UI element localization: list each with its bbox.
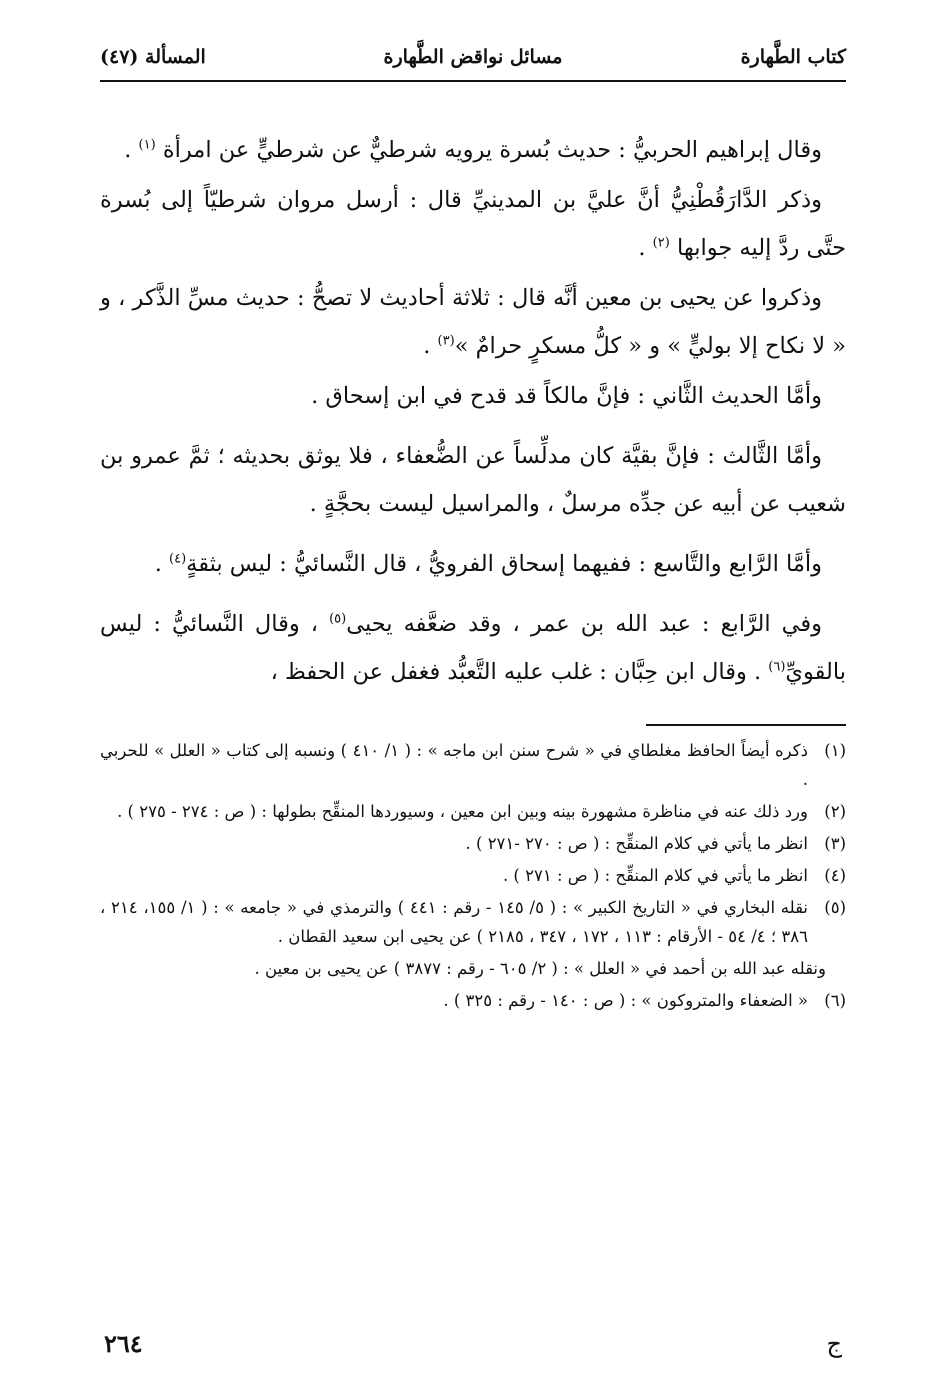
signature-mark: ج [826,1330,842,1358]
footnote-number: (٤) [824,866,846,885]
paragraph: وأمَّا الحديث الثَّاني : فإنَّ مالكاً قد قدح في ابن إسحاق . [311,383,822,409]
footnote-number: (٥) [824,898,846,917]
chapter-title: مسائل نواقض الطَّهارة [383,46,563,68]
paragraph: وأمَّا الرَّابع والتَّاسع : ففيهما إسحاق الفرويُّ ، قال النَّسائيُّ : ليس بثقةٍ$^{(٤)}$ . [154,551,822,577]
footnote-ref: (١) [138,137,156,153]
footnote-ref: (٢) [652,235,670,251]
footnote-ref: (٦) [768,659,786,675]
footnote: (٦) « الضعفاء والمتروكون » : ( ص : ١٤٠ - رقم : ٣٢٥ ) . [100,986,846,1015]
issue-number: المسألة (٤٧) [100,46,206,68]
footnotes [100,736,846,1015]
book-title: كتاب الطَّهارة [740,46,846,68]
footnote-number: (٢) [824,802,846,821]
paragraph: وذكر الدَّارَقُطْنِيُّ أنَّ عليَّ بن المدينيِّ قال : أرسل مروان شرطيّاً إلى بُسرة حتَّى ردَّ إليه جوابها $^{(٢)}$ . [100,187,846,261]
footnote-number: (١) [824,741,846,760]
footnote: (٤) انظر ما يأتي في كلام المنقِّح : ( ص : ٢٧١ ) . [100,861,846,890]
footnote: (٣) انظر ما يأتي في كلام المنقِّح : ( ص : ٢٧٠ -٢٧١ ) . [100,829,846,858]
header-rule [100,80,846,82]
footnote-ref: (٥) [329,611,347,627]
footnote-ref: (٤) [169,551,187,567]
paragraph: وأمَّا الثَّالث : فإنَّ بقيَّة كان مدلِّساً عن الضُّعفاء ، فلا يوثق بحديثه ؛ ثمَّ عمرو بن شعيب عن أبيه عن جدِّه مرسلٌ ، والمراسيل ليست بحجَّةٍ . [100,443,846,517]
footnote-number: (٣) [824,834,846,853]
footnote-number: (٦) [824,991,846,1010]
paragraph: وقال إبراهيم الحربيُّ : حديث بُسرة يرويه شرطيٌّ عن شرطيٍّ عن امرأة $^{(١)}$ . [124,137,822,163]
footnote: (١) ذكره أيضاً الحافظ مغلطاي في « شرح سنن ابن ماجه » : ( ١/ ٤١٠ ) ونسبه إلى كتاب « العلل » للحربي . [100,736,846,794]
running-header [100,38,846,78]
page-footer [100,1318,846,1358]
paragraph: وفي الرَّابع : عبد الله بن عمر ، وقد ضعَّفه يحيى$^{(٥)}$ ، وقال النَّسائيُّ : ليس بالقويِّ$^{(٦)}$ . وقال ابن حِبَّان : غلب عليه التَّعبُّد فغفل عن الحفظ ، [100,611,846,685]
footnote: (٢) ورد ذلك عنه في مناظرة مشهورة بينه وبين ابن معين ، وسيوردها المنقِّح بطولها : ( ص : ٢٧٤ - ٢٧٥ ) . [100,797,846,826]
page-number: ٢٦٤ [104,1329,143,1358]
footnote-continuation: ونقله عبد الله بن أحمد في « العلل » : ( ٢/ ٦٠٥ - رقم : ٣٨٧٧ ) عن يحيى بن معين . [254,959,826,978]
footnote-separator [646,724,846,726]
book-page [100,38,846,1368]
footnote-ref: (٣) [437,333,455,349]
footnote: (٥) نقله البخاري في « التاريخ الكبير » : ( ٥/ ١٤٥ - رقم : ٤٤١ ) والترمذي في « جامعه » : ( ١/ ١٥٥، ٢١٤ ، ٣٨٦ ؛ ٤/ ٥٤ - الأرقام : ١١٣ ، ١٧٢ ، ٣٤٧ ، ٢١٨٥ ) عن يحيى ابن سعيد القطان . [100,893,846,951]
main-text [100,126,846,696]
paragraph: وذكروا عن يحيى بن معين أنَّه قال : ثلاثة أحاديث لا تصحُّ : حديث مسِّ الذَّكر ، و « لا نكاح إلا بوليٍّ » و « كلُّ مسكرٍ حرامٌ »$^{(٣)}$ . [100,285,846,359]
